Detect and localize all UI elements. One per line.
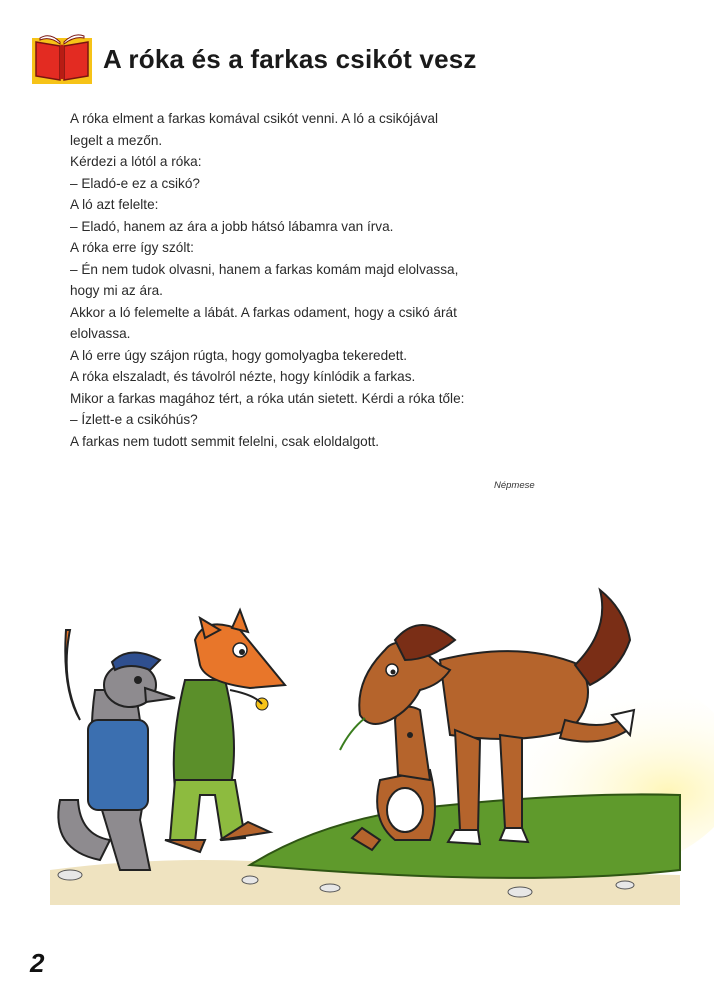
story-line: – Eladó-e ez a csikó? — [70, 175, 200, 191]
story-text — [70, 108, 560, 452]
story-line: A ló azt felelte: — [70, 197, 159, 212]
story-line: elolvassa. — [70, 326, 131, 341]
story-line: – Eladó, hanem az ára a jobb hátsó lábamra van írva. — [70, 218, 394, 234]
foal-character — [352, 707, 435, 850]
story-line: A farkas nem tudott semmit felelni, csak eloldalgott. — [70, 433, 380, 449]
story-line: hogy mi az ára. — [70, 283, 163, 298]
open-book-icon — [30, 28, 94, 86]
fox-character — [165, 610, 285, 852]
source-attribution: Népmese — [494, 480, 535, 491]
story-line: A róka erre így szólt: — [70, 240, 194, 255]
story-line: legelt a mezőn. — [70, 132, 163, 148]
story-line: A ló erre úgy szájon rúgta, hogy gomolyagba tekeredett. — [70, 347, 408, 363]
story-line: Mikor a farkas magához tért, a róka után sietett. Kérdi a róka tőle: — [70, 390, 465, 406]
wolf-character — [58, 630, 175, 870]
story-title: A róka és a farkas csikót vesz — [103, 44, 477, 74]
story-line: Akkor a ló felemelte a lábát. A farkas odament, hogy a csikó árát — [70, 304, 457, 320]
story-line: Kérdezi a lótól a róka: — [70, 154, 202, 169]
story-line: – Én nem tudok olvasni, hanem a farkas komám majd elolvassa, — [70, 261, 459, 277]
story-line: – Ízlett-e a csikóhús? — [70, 412, 198, 427]
page-number: 2 — [30, 948, 45, 978]
story-line: A róka elment a farkas komával csikót venni. A ló a csikójával — [70, 111, 438, 126]
story-line: A róka elszaladt, és távolról nézte, hogy kínlódik a farkas. — [70, 369, 416, 384]
story-illustration — [0, 570, 714, 920]
